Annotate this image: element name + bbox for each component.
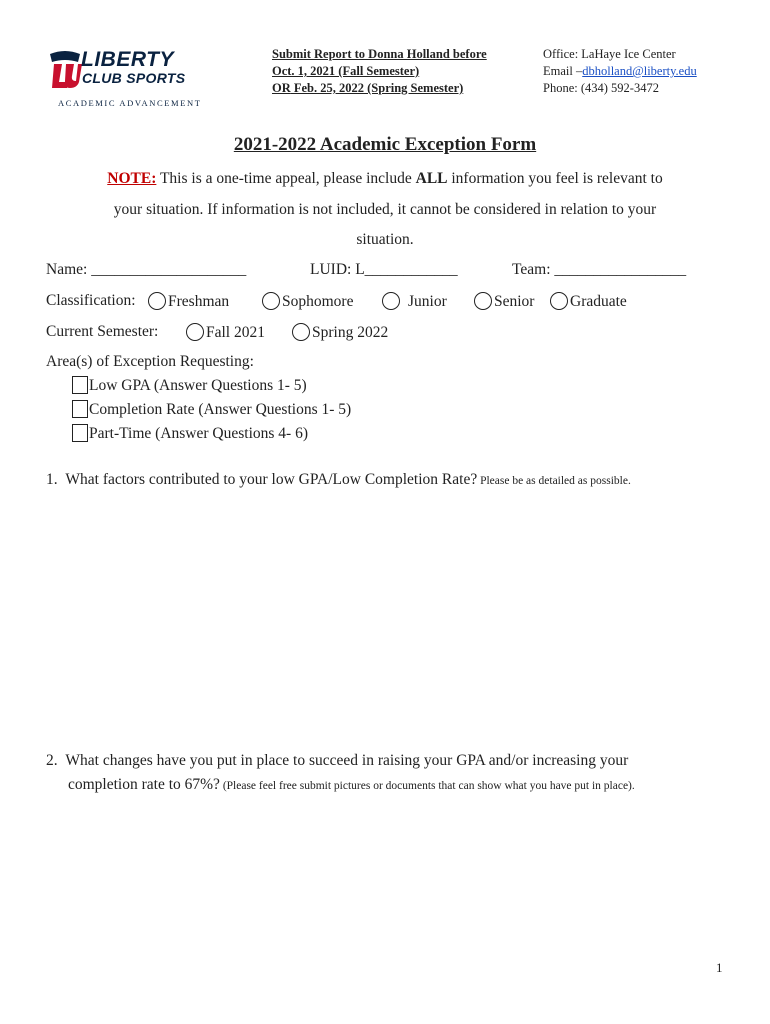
- radio-freshman[interactable]: [148, 292, 229, 311]
- checkbox-label: Part-Time (Answer Questions 4- 6): [89, 425, 308, 442]
- checkbox-icon[interactable]: [72, 376, 88, 394]
- name-field[interactable]: Name: ____________________: [46, 261, 247, 278]
- logo-department: ACADEMIC ADVANCEMENT: [58, 98, 202, 108]
- radio-senior[interactable]: [474, 292, 534, 311]
- radio-spring-2022[interactable]: [292, 323, 388, 342]
- submit-line-3: [272, 80, 487, 97]
- email-link[interactable]: dbholland@liberty.edu: [582, 64, 697, 78]
- classification-label: Classification:: [46, 292, 136, 309]
- checkbox-label: Completion Rate (Answer Questions 1- 5): [89, 401, 352, 418]
- submit-instructions: [272, 46, 487, 97]
- email-line: [543, 63, 697, 80]
- luid-field[interactable]: LUID: L____________: [310, 261, 458, 278]
- team-field[interactable]: Team: _________________: [512, 261, 687, 278]
- question-text: What factors contributed to your low GPA/Low Completion Rate?: [65, 471, 478, 488]
- radio-circle-icon[interactable]: [292, 323, 310, 341]
- areas-label: Area(s) of Exception Requesting:: [46, 353, 254, 370]
- note-label: NOTE:: [107, 170, 157, 187]
- radio-graduate[interactable]: [550, 292, 627, 311]
- eagle-shield-icon: [48, 50, 82, 90]
- note-line-2: your situation. If information is not included, it cannot be considered in relation to your: [113, 201, 657, 218]
- liberty-club-sports-logo: [48, 48, 208, 110]
- radio-circle-icon[interactable]: [186, 323, 204, 341]
- form-title: 2021-2022 Academic Exception Form: [233, 134, 537, 155]
- submit-or: OR: [272, 81, 291, 95]
- logo-brand-top: LIBERTY: [81, 48, 174, 71]
- email-label: Email –: [543, 64, 583, 78]
- radio-circle-icon[interactable]: [148, 292, 166, 310]
- radio-circle-icon[interactable]: [262, 292, 280, 310]
- radio-fall-2021[interactable]: [186, 323, 265, 342]
- radio-sophomore[interactable]: [262, 292, 353, 311]
- submit-line-1: Submit Report to Donna Holland before: [272, 47, 487, 61]
- question-text-cont: completion rate to 67%?: [68, 776, 220, 793]
- checkbox-icon[interactable]: [72, 424, 88, 442]
- answer-2-area[interactable]: [46, 805, 726, 945]
- radio-label: Spring 2022: [312, 324, 389, 341]
- question-hint: (Please feel free submit pictures or documents that can show what you have put in place).: [219, 780, 635, 792]
- checkbox-part-time[interactable]: [72, 424, 308, 443]
- radio-circle-icon[interactable]: [474, 292, 492, 310]
- submit-line-2: Oct. 1, 2021 (Fall Semester): [272, 64, 420, 78]
- radio-label: Sophomore: [282, 293, 354, 310]
- radio-label: Graduate: [570, 293, 627, 310]
- checkbox-low-gpa[interactable]: [72, 376, 307, 395]
- radio-label: Senior: [494, 293, 535, 310]
- checkbox-label: Low GPA (Answer Questions 1- 5): [89, 377, 307, 394]
- question-number: 2.: [46, 752, 58, 769]
- office-location: Office: LaHaye Ice Center: [543, 47, 676, 61]
- note-line-1: [0, 170, 770, 188]
- answer-1-area[interactable]: [46, 500, 726, 730]
- checkbox-icon[interactable]: [72, 400, 88, 418]
- note-line-3: situation.: [356, 231, 414, 248]
- question-text: What changes have you put in place to succeed in raising your GPA and/or increasing your: [65, 752, 629, 769]
- question-1: [46, 471, 631, 489]
- radio-label: Fall 2021: [206, 324, 265, 341]
- radio-junior[interactable]: [382, 292, 447, 311]
- note-text-a: This is a one-time appeal, please include: [156, 170, 416, 187]
- question-2-cont: [68, 776, 635, 794]
- checkbox-completion-rate[interactable]: [72, 400, 351, 419]
- question-2: [46, 752, 628, 770]
- note-emphasis: ALL: [415, 170, 448, 187]
- radio-label: Junior: [408, 293, 447, 310]
- radio-label: Freshman: [168, 293, 230, 310]
- contact-info: [543, 46, 697, 97]
- page-number: 1: [716, 960, 723, 975]
- logo-brand-bottom: CLUB SPORTS: [82, 70, 186, 86]
- question-number: 1.: [46, 471, 58, 488]
- question-hint: Please be as detailed as possible.: [477, 475, 631, 487]
- phone-line: Phone: (434) 592-3472: [543, 81, 659, 95]
- radio-circle-icon[interactable]: [550, 292, 568, 310]
- submit-spring: Feb. 25, 2022 (Spring Semester): [290, 81, 464, 95]
- note-text-b: information you feel is relevant to: [447, 170, 663, 187]
- semester-label: Current Semester:: [46, 323, 159, 340]
- radio-circle-icon[interactable]: [382, 292, 400, 310]
